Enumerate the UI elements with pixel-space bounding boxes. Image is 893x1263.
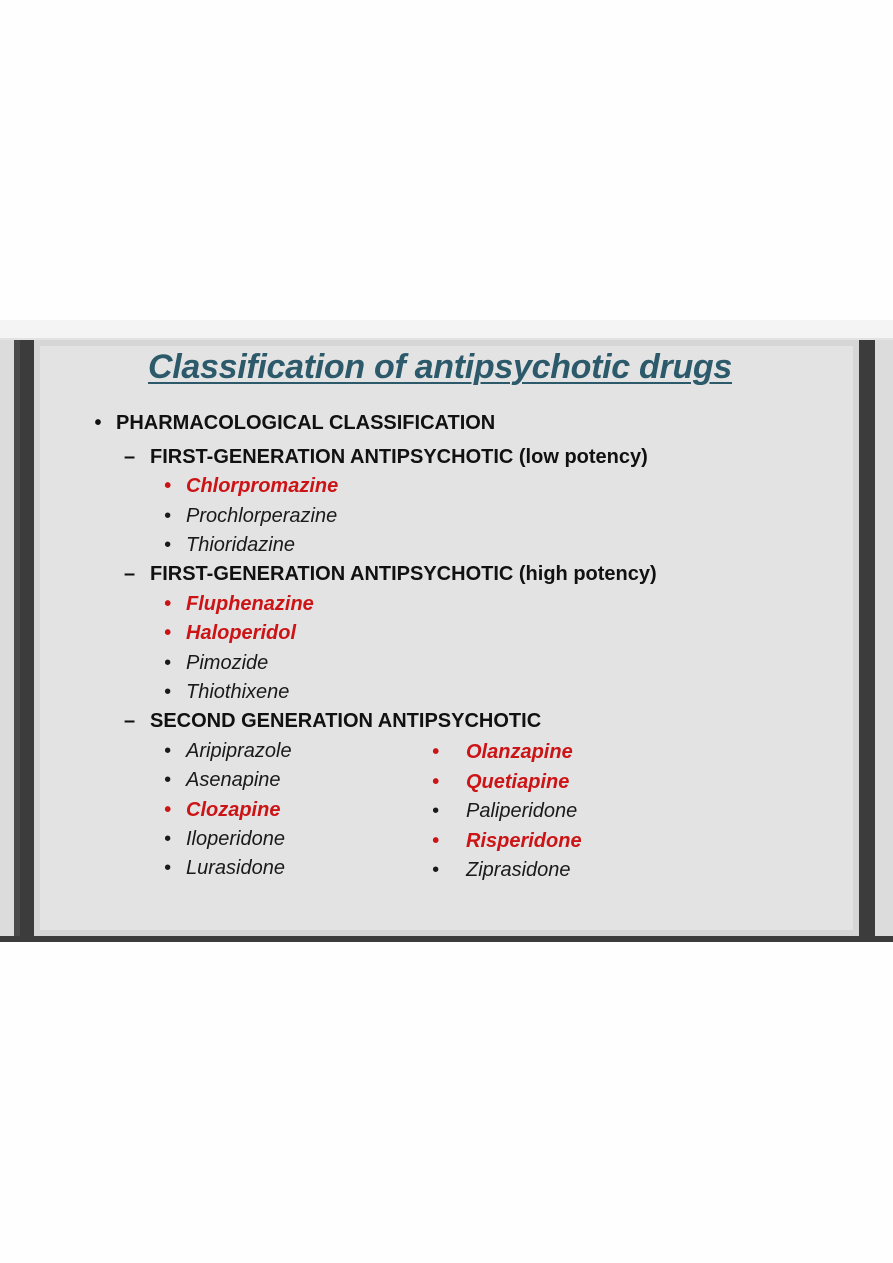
drug-bullet: • [164, 534, 172, 556]
drug-name: Thioridazine [186, 534, 295, 556]
drug-item [432, 800, 577, 823]
group-label: FIRST-GENERATION ANTIPSYCHOTIC (low potency) [150, 446, 648, 468]
frame-border-left [20, 340, 34, 940]
drug-item [164, 475, 338, 498]
drug-bullet: • [164, 769, 172, 791]
drug-bullet: • [432, 859, 440, 881]
drug-name: Paliperidone [466, 800, 578, 822]
drug-bullet: • [164, 593, 172, 615]
group-dash: – [124, 710, 136, 732]
drug-bullet: • [164, 828, 172, 850]
drug-bullet: • [164, 505, 172, 527]
drug-item [164, 681, 289, 704]
heading-row [80, 412, 495, 435]
adjacent-slide-right [875, 340, 893, 936]
drug-bullet: • [432, 800, 440, 822]
group-row-high-potency [124, 563, 657, 586]
drug-name: Olanzapine [466, 741, 573, 763]
drug-item [164, 593, 314, 616]
drug-item [164, 799, 280, 822]
drug-name: Chlorpromazine [186, 475, 339, 497]
drug-name: Ziprasidone [466, 859, 571, 881]
drug-name: Risperidone [466, 830, 582, 852]
drug-bullet: • [164, 857, 172, 879]
drug-name: Thiothixene [186, 681, 290, 703]
drug-bullet: • [164, 740, 172, 762]
drug-item [164, 740, 292, 763]
drug-bullet: • [432, 830, 440, 852]
drug-item [164, 505, 337, 528]
drug-bullet: • [164, 622, 172, 644]
drug-name: Haloperidol [186, 622, 297, 644]
heading-bullet: • [94, 412, 102, 434]
drug-name: Aripiprazole [186, 740, 292, 762]
drug-bullet: • [164, 799, 172, 821]
drug-bullet: • [432, 741, 440, 763]
drug-item [164, 857, 285, 880]
drug-name: Asenapine [186, 769, 281, 791]
drug-name: Quetiapine [466, 771, 570, 793]
drug-name: Pimozide [186, 652, 269, 674]
drug-item [432, 771, 569, 794]
top-strip [0, 320, 893, 340]
group-label: SECOND GENERATION ANTIPSYCHOTIC [150, 710, 542, 732]
drug-name: Lurasidone [186, 857, 285, 879]
drug-item [432, 859, 571, 882]
group-dash: – [124, 563, 136, 585]
group-dash: – [124, 446, 136, 468]
drug-name: Prochlorperazine [186, 505, 338, 527]
drug-item [164, 769, 281, 792]
drug-name: Clozapine [186, 799, 281, 821]
frame-border-bottom [0, 936, 893, 942]
drug-item [164, 534, 295, 557]
drug-bullet: • [164, 475, 172, 497]
drug-bullet: • [164, 652, 172, 674]
drug-item [432, 741, 573, 764]
frame-border-right [859, 340, 875, 940]
drug-name: Fluphenazine [186, 593, 314, 615]
drug-item [164, 652, 268, 675]
drug-item [432, 830, 582, 853]
slide-title: Classification of antipsychotic drugs [148, 348, 733, 386]
drug-item [164, 622, 296, 645]
group-row-low-potency [124, 446, 648, 469]
drug-item [164, 828, 285, 851]
drug-bullet: • [164, 681, 172, 703]
drug-bullet: • [432, 771, 440, 793]
group-row-second-generation [124, 710, 541, 733]
heading-label: PHARMACOLOGICAL CLASSIFICATION [116, 412, 496, 434]
adjacent-slide-left [0, 340, 14, 936]
drug-name: Iloperidone [186, 828, 285, 850]
group-label: FIRST-GENERATION ANTIPSYCHOTIC (high potency) [150, 563, 657, 585]
